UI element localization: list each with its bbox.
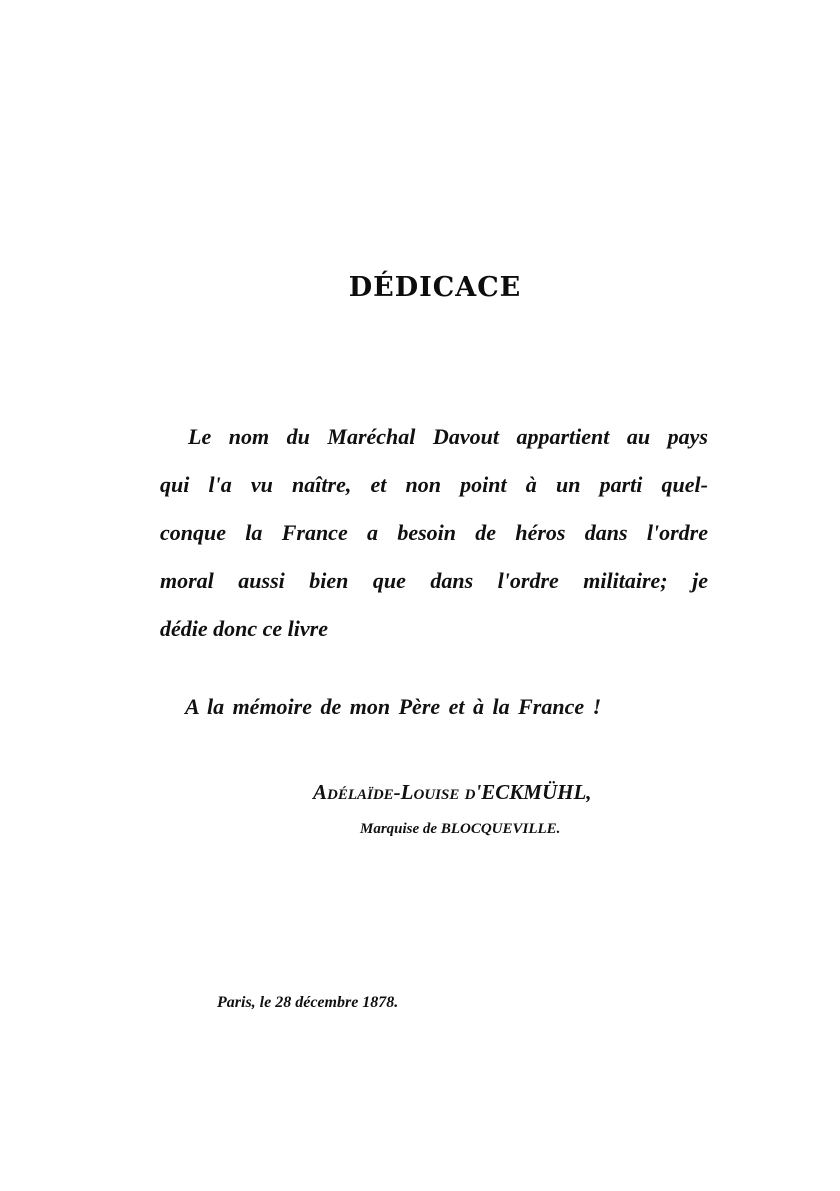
dedication-paragraph bbox=[160, 424, 708, 654]
memoire-line: A la mémoire de mon Père et à la France ! bbox=[185, 694, 602, 719]
page-title: DÉDICACE bbox=[348, 272, 522, 303]
dedication-line: qui l'a vu naître, et non point à un parti quel- bbox=[160, 472, 708, 497]
dedication-line: moral aussi bien que dans l'ordre militaire; je bbox=[160, 568, 708, 593]
signature: Adélaïde-Louise d'ECKMÜHL, bbox=[313, 780, 592, 804]
dedication-line: Le nom du Maréchal Davout appartient au pays bbox=[188, 424, 708, 449]
date-line: Paris, le 28 décembre 1878. bbox=[217, 994, 399, 1011]
dedication-line: conque la France a besoin de héros dans l'ordre bbox=[160, 520, 708, 545]
dedication-line: dédie donc ce livre bbox=[160, 616, 328, 641]
signature-title: Marquise de BLOCQUEVILLE. bbox=[360, 821, 561, 837]
